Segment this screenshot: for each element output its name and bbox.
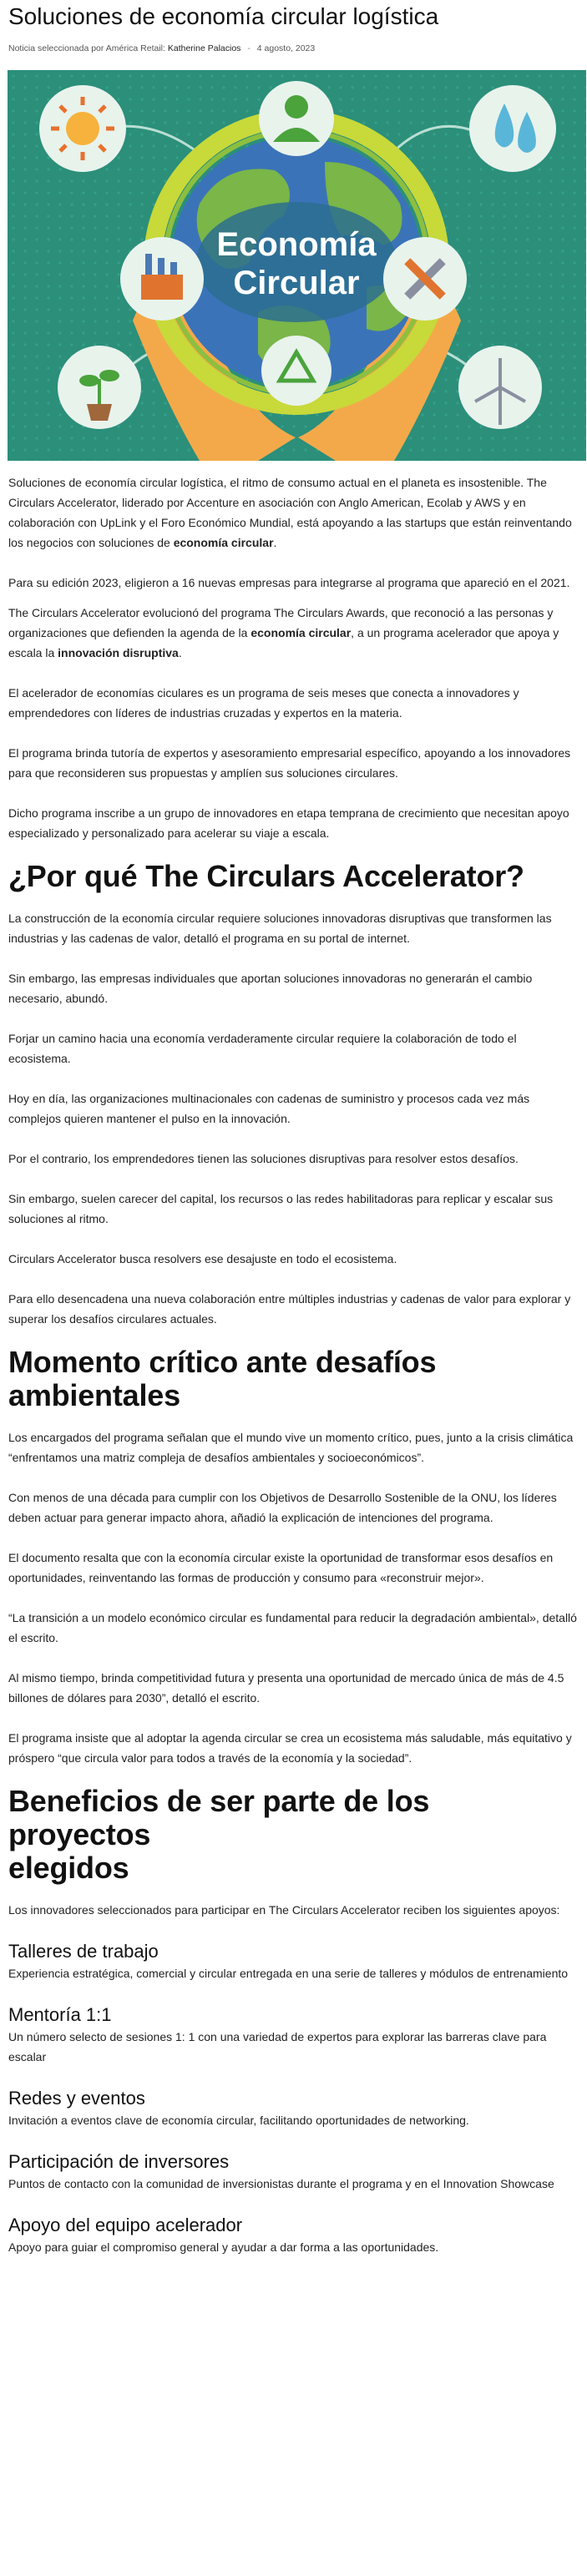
article-date: 4 agosto, 2023 [256, 43, 316, 53]
why-paragraph-2: Sin embargo, las empresas individuales que aportan soluciones innovadoras no generarán el cambio necesario, abundó. [8, 972, 533, 1005]
critical-paragraph-1: Los encargados del programa señalan que el mundo vive un momento crítico, pues, junto a la crisis climática “enfrentamos una matriz compleja de desafíos ambientales y socioeconómicos”. [8, 1431, 574, 1464]
intro-paragraph-5: El programa brinda tutoría de expertos y asesoramiento empresarial específico, apoyando a los innovadores para que reconsideren sus propuestas y amplíen sus soluciones circulares. [8, 746, 571, 780]
sun-icon [39, 85, 126, 172]
water-drop-icon [469, 85, 556, 172]
critical-paragraph-3: El documento resalta que con la economía circular existe la oportunidad de transformar esos desafíos en oportunidades, reinventando las formas de producción y consumo para «reconstruir mejor». [8, 1551, 554, 1584]
hero-image [8, 70, 586, 461]
critical-paragraph-6: El programa insiste que al adoptar la agenda circular se crea un ecosistema más saludable, más equitativo y próspero “que circula valor para todos a través de la economía y la sociedad”. [8, 1731, 572, 1765]
recycle-icon [261, 336, 331, 406]
why-paragraph-7: Circulars Accelerator busca resolvers ese desajuste en todo el ecosistema. [8, 1252, 397, 1265]
critical-paragraph-4: “La transición a un modelo económico circular es fundamental para reducir la degradación ambiental», detalló el escrito. [8, 1611, 577, 1644]
benefit-title-networking: Redes y eventos [8, 2088, 145, 2109]
hero-title-line1: Economía [216, 226, 377, 263]
section-heading-critical-moment: Momento crítico ante desafíos ambientales [8, 1345, 437, 1412]
why-paragraph-3: Forjar un camino hacia una economía verdaderamente circular requiere la colaboración de todo el ecosistema. [8, 1032, 517, 1065]
article-title: Soluciones de economía circular logística [8, 3, 439, 29]
benefit-title-accelerator-support: Apoyo del equipo acelerador [8, 2215, 243, 2235]
benefit-text-networking: Invitación a eventos clave de economía circular, facilitando oportunidades de networking. [8, 2114, 469, 2127]
benefits-intro: Los innovadores seleccionados para participar en The Circulars Accelerator reciben los siguientes apoyos: [8, 1903, 560, 1917]
intro-paragraph-4: El acelerador de economías ciculares es un programa de seis meses que conecta a innovadores y emprendedores con líderes de industrias cruzadas y expertos en la materia. [8, 686, 519, 720]
benefit-text-accelerator-support: Apoyo para guiar el compromiso general y ayudar a dar forma a las oportunidades. [8, 2240, 439, 2254]
benefit-text-workshops: Experiencia estratégica, comercial y circular entregada en una serie de talleres y módulos de entrenamiento [8, 1967, 569, 1980]
factory-icon [120, 237, 204, 321]
article-body [8, 472, 579, 2257]
meta-separator: - [247, 43, 250, 53]
section-heading-why: ¿Por qué The Circulars Accelerator? [8, 859, 524, 893]
person-icon [259, 81, 334, 156]
benefit-title-mentoring: Mentoría 1:1 [8, 2004, 112, 2025]
author-link[interactable]: Katherine Palacios [167, 43, 241, 53]
wind-turbine-icon [458, 346, 542, 429]
benefit-title-investors: Participación de inversores [8, 2151, 230, 2172]
intro-paragraph-2: Para su edición 2023, eligieron a 16 nuevas empresas para integrarse al programa que apareció en el 2021. [8, 576, 570, 589]
why-paragraph-6: Sin embargo, suelen carecer del capital, los recursos o las redes habilitadoras para replicar y escalar sus soluciones al ritmo. [8, 1192, 554, 1225]
why-paragraph-1: La construcción de la economía circular requiere soluciones innovadoras disruptivas que transformen las industrias y las cadenas de valor, detalló el programa en su portal de internet. [8, 912, 552, 945]
benefit-text-mentoring: Un número selecto de sesiones 1: 1 con una variedad de expertos para explorar las barreras clave para escalar [8, 2030, 547, 2063]
section-heading-benefits: Beneficios de ser parte de los proyectos elegidos [8, 1784, 430, 1885]
why-paragraph-5: Por el contrario, los emprendedores tienen las soluciones disruptivas para resolver estos desafíos. [8, 1152, 519, 1165]
meta-prefix: Noticia seleccionada por América Retail: [8, 43, 165, 53]
benefit-text-investors: Puntos de contacto con la comunidad de inversionistas durante el programa y en el Innovation Showcase [8, 2177, 554, 2190]
critical-paragraph-2: Con menos de una década para cumplir con los Objetivos de Desarrollo Sostenible de la ONU, los líderes deben actuar para generar impacto ahora, añadió la explicación de intenciones del programa. [8, 1491, 557, 1524]
article-meta [8, 42, 579, 55]
tools-icon [383, 237, 467, 321]
why-paragraph-8: Para ello desencadena una nueva colaboración entre múltiples industrias y cadenas de valor para explorar y superar los desafíos circulares actuales. [8, 1292, 571, 1326]
critical-paragraph-5: Al mismo tiempo, brinda competitividad futura y presenta una oportunidad de mercado única de más de 4.5 billones de dólares para 2030”, detalló el escrito. [8, 1671, 564, 1705]
plant-icon [58, 346, 141, 429]
benefit-title-workshops: Talleres de trabajo [8, 1941, 159, 1962]
hero-title-line2: Circular [233, 265, 360, 301]
intro-paragraph-6: Dicho programa inscribe a un grupo de innovadores en etapa temprana de crecimiento que necesitan apoyo especializado y personalizado para acelerar su viaje a escala. [8, 806, 569, 840]
intro-paragraph-1: Soluciones de economía circular logística, el ritmo de consumo actual en el planeta es insostenible. The Circulars Accelerator, liderado por Accenture en asociación con Anglo American, Ecolab y AWS y en colaboración con UpLink y el Foro Económico Mundial, está apoyando a las startups que están reinventando los negocios con soluciones de economía circular. [8, 476, 572, 549]
why-paragraph-4: Hoy en día, las organizaciones multinacionales con cadenas de suministro y procesos cada vez más complejos quieren mantener el pulso en la innovación. [8, 1092, 530, 1125]
intro-paragraph-3: The Circulars Accelerator evolucionó del programa The Circulars Awards, que reconoció a las personas y organizaciones que defienden la agenda de la economía circular, a un programa acelerador que apoya y escala la innovación disruptiva. [8, 606, 559, 659]
